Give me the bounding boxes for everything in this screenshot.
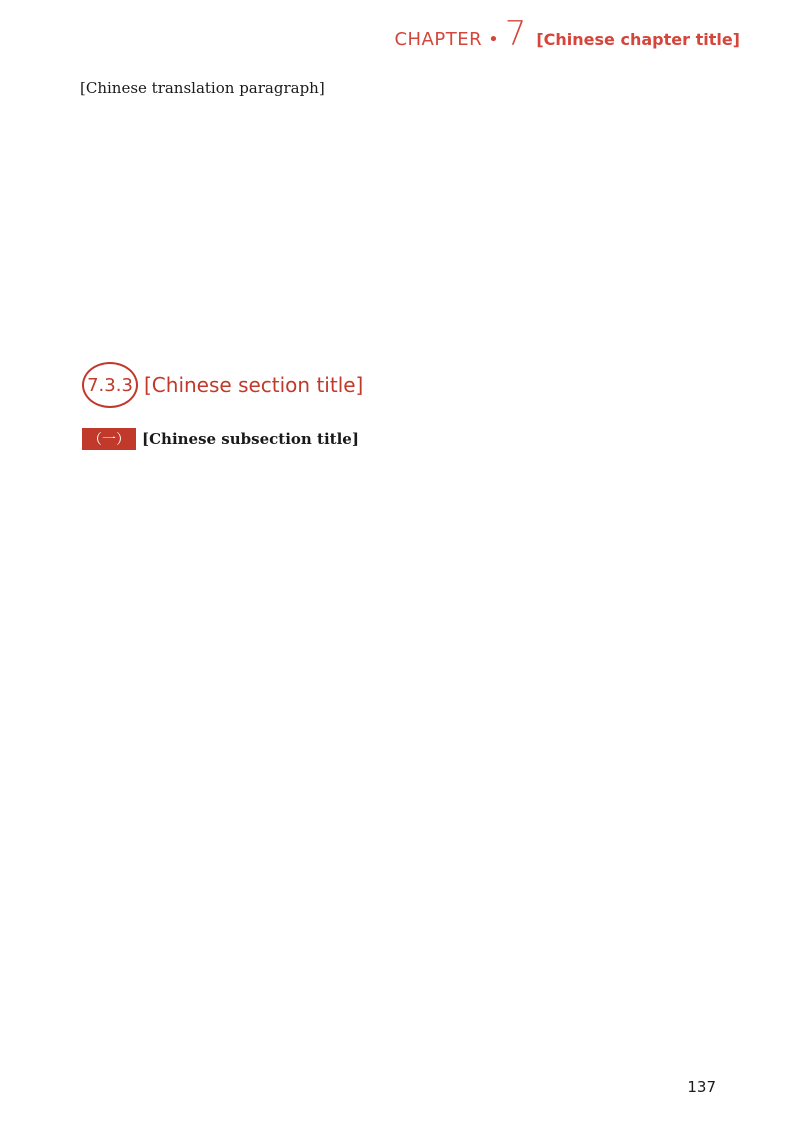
chapter-word: CHAPTER <box>394 29 483 50</box>
translation-paragraph: [Chinese translation paragraph] <box>80 79 325 97</box>
section-number: 7.3.3 <box>82 362 138 408</box>
chapter-header <box>0 0 800 60</box>
chapter-number: 7 <box>504 14 527 54</box>
subsection-tag: （一） <box>82 428 136 450</box>
chapter-dot: • <box>488 29 499 50</box>
subsection-title: [Chinese subsection title] <box>142 430 359 448</box>
chapter-title: [Chinese chapter title] <box>536 30 740 49</box>
section-heading <box>82 362 363 408</box>
page-number: 137 <box>687 1078 716 1096</box>
section-title: [Chinese section title] <box>144 373 364 397</box>
subsection-heading <box>82 428 359 450</box>
